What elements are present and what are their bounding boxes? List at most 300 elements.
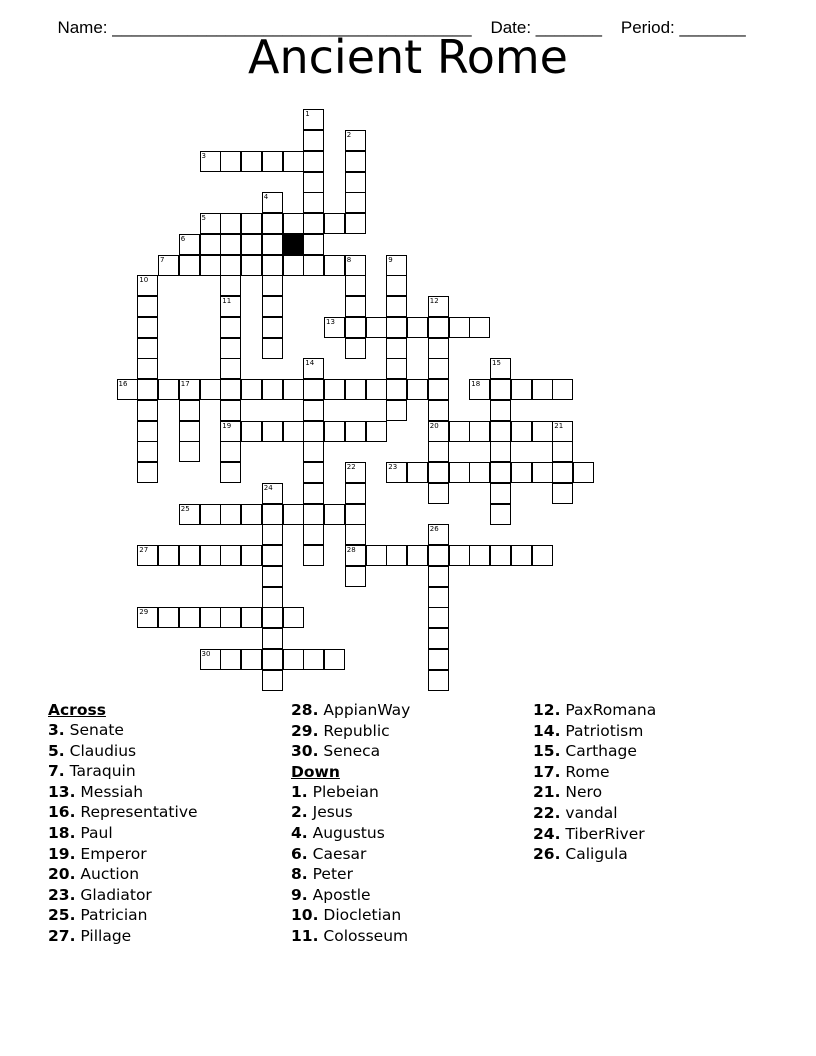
grid-cell[interactable] bbox=[200, 255, 221, 276]
grid-cell[interactable] bbox=[303, 545, 324, 566]
grid-cell[interactable] bbox=[303, 504, 324, 525]
grid-cell[interactable] bbox=[469, 421, 490, 442]
grid-cell[interactable] bbox=[366, 317, 387, 338]
grid-cell[interactable] bbox=[220, 441, 241, 462]
clue-item bbox=[48, 782, 198, 803]
grid-cell[interactable] bbox=[137, 296, 158, 317]
grid-cell[interactable] bbox=[345, 524, 366, 545]
clue-item bbox=[533, 824, 656, 845]
clue-item bbox=[291, 802, 410, 823]
grid-cell[interactable] bbox=[490, 462, 511, 483]
grid-cell[interactable] bbox=[324, 255, 345, 276]
grid-cell[interactable] bbox=[552, 483, 573, 504]
clue-heading: Across bbox=[48, 701, 106, 719]
grid-cell[interactable] bbox=[428, 649, 449, 670]
clue-answer: Seneca bbox=[323, 742, 381, 761]
clue-item bbox=[533, 741, 656, 762]
grid-cell[interactable] bbox=[241, 607, 262, 628]
grid-cell[interactable] bbox=[262, 317, 283, 338]
grid-cell[interactable] bbox=[179, 255, 200, 276]
clue-answer: Patrician bbox=[80, 906, 148, 925]
grid-cell[interactable] bbox=[220, 234, 241, 255]
clue-answer: Caligula bbox=[565, 845, 628, 864]
grid-cell[interactable] bbox=[428, 670, 449, 691]
grid-cell[interactable] bbox=[262, 670, 283, 691]
grid-cell[interactable] bbox=[386, 358, 407, 379]
cell-number: 27 bbox=[139, 546, 149, 554]
grid-cell[interactable] bbox=[220, 317, 241, 338]
grid-cell[interactable] bbox=[137, 462, 158, 483]
grid-cell[interactable] bbox=[241, 379, 262, 400]
grid-cell[interactable] bbox=[345, 421, 366, 442]
clue-answer: Rome bbox=[565, 762, 610, 781]
clue-answer: Diocletian bbox=[323, 906, 402, 925]
grid-cell[interactable] bbox=[386, 400, 407, 421]
grid-cell[interactable] bbox=[324, 421, 345, 442]
grid-cell[interactable] bbox=[490, 400, 511, 421]
clue-answer: Apostle bbox=[312, 885, 371, 904]
grid-cell[interactable] bbox=[220, 545, 241, 566]
cell-number: 6 bbox=[180, 234, 186, 243]
grid-cell[interactable] bbox=[303, 483, 324, 504]
grid-cell[interactable] bbox=[345, 296, 366, 317]
grid-cell[interactable] bbox=[345, 151, 366, 172]
grid-cell[interactable] bbox=[449, 545, 470, 566]
grid-cell[interactable] bbox=[324, 213, 345, 234]
clue-answer: Messiah bbox=[80, 782, 144, 801]
clue-number: 11. bbox=[291, 926, 319, 945]
clue-answer: Nero bbox=[565, 783, 603, 802]
clue-answer: Patriotism bbox=[565, 721, 644, 740]
clue-number: 10. bbox=[291, 906, 319, 925]
grid-cell[interactable] bbox=[532, 421, 553, 442]
clue-item bbox=[291, 700, 410, 721]
grid-cell[interactable] bbox=[303, 524, 324, 545]
clue-number: 4. bbox=[291, 823, 308, 842]
clue-number: 23. bbox=[48, 885, 76, 904]
clue-item bbox=[291, 885, 410, 906]
grid-cell[interactable] bbox=[490, 483, 511, 504]
grid-cell[interactable] bbox=[220, 649, 241, 670]
grid-cell[interactable] bbox=[241, 504, 262, 525]
grid-cell[interactable] bbox=[386, 275, 407, 296]
clue-number: 8. bbox=[291, 865, 308, 884]
period-field[interactable]: Period: _______ bbox=[620, 18, 746, 37]
grid-cell[interactable] bbox=[241, 213, 262, 234]
cell-number: 14 bbox=[305, 359, 315, 368]
grid-cell[interactable] bbox=[283, 213, 304, 234]
cell-number: 25 bbox=[180, 504, 190, 513]
cell-number: 21 bbox=[554, 421, 564, 430]
grid-cell[interactable] bbox=[407, 462, 428, 483]
clue-item bbox=[48, 741, 198, 762]
clue-item bbox=[48, 761, 198, 782]
clue-number: 21. bbox=[533, 783, 561, 802]
clue-answer: Plebeian bbox=[312, 782, 379, 801]
grid-cell[interactable] bbox=[220, 358, 241, 379]
clue-number: 15. bbox=[533, 742, 561, 761]
grid-cell[interactable] bbox=[428, 483, 449, 504]
clue-item bbox=[291, 782, 410, 803]
clue-number: 2. bbox=[291, 803, 308, 822]
grid-cell[interactable] bbox=[552, 462, 573, 483]
grid-cell[interactable] bbox=[262, 338, 283, 359]
grid-cell[interactable] bbox=[345, 275, 366, 296]
clue-answer: PaxRomana bbox=[565, 701, 657, 719]
grid-cell[interactable] bbox=[386, 379, 407, 400]
grid-cell[interactable] bbox=[262, 504, 283, 525]
grid-cell[interactable] bbox=[511, 462, 532, 483]
cell-number: 26 bbox=[429, 525, 439, 534]
grid-cell[interactable] bbox=[158, 545, 179, 566]
grid-cell[interactable] bbox=[220, 607, 241, 628]
clue-column-1 bbox=[48, 700, 198, 947]
clue-item bbox=[291, 844, 410, 865]
cell-number: 17 bbox=[180, 380, 190, 388]
clue-answer: Carthage bbox=[565, 742, 637, 761]
clue-answer: Taraquin bbox=[69, 762, 136, 781]
grid-cell[interactable] bbox=[283, 607, 304, 628]
grid-cell[interactable] bbox=[179, 607, 200, 628]
grid-cell[interactable] bbox=[283, 151, 304, 172]
clue-number: 26. bbox=[533, 845, 561, 864]
grid-cell[interactable] bbox=[137, 358, 158, 379]
clue-answer: Peter bbox=[312, 865, 353, 884]
cell-number: 2 bbox=[346, 131, 352, 139]
grid-cell[interactable] bbox=[303, 172, 324, 193]
grid-cell[interactable] bbox=[137, 317, 158, 338]
grid-cell[interactable] bbox=[137, 379, 158, 400]
grid-cell[interactable] bbox=[241, 234, 262, 255]
grid-cell[interactable] bbox=[262, 628, 283, 649]
grid-cell[interactable] bbox=[262, 234, 283, 255]
grid-cell[interactable] bbox=[407, 545, 428, 566]
clue-item bbox=[291, 721, 410, 742]
cell-number: 24 bbox=[263, 483, 273, 492]
grid-cell[interactable] bbox=[303, 130, 324, 151]
clue-answer: Emperor bbox=[80, 844, 147, 863]
clue-column-3 bbox=[533, 700, 656, 865]
clue-item bbox=[48, 885, 198, 906]
grid-cell[interactable] bbox=[179, 545, 200, 566]
grid-cell[interactable] bbox=[303, 441, 324, 462]
clue-answer: Caesar bbox=[312, 844, 367, 863]
grid-cell[interactable] bbox=[200, 234, 221, 255]
grid-cell[interactable] bbox=[220, 338, 241, 359]
grid-cell[interactable] bbox=[366, 379, 387, 400]
grid-cell[interactable] bbox=[262, 255, 283, 276]
clue-item bbox=[291, 926, 410, 947]
clue-number: 25. bbox=[48, 906, 76, 925]
grid-cell[interactable] bbox=[283, 504, 304, 525]
grid-cell[interactable] bbox=[386, 338, 407, 359]
grid-cell[interactable] bbox=[303, 234, 324, 255]
grid-cell[interactable] bbox=[303, 649, 324, 670]
grid-cell[interactable] bbox=[262, 421, 283, 442]
cell-number: 9 bbox=[388, 255, 393, 264]
clue-column-2 bbox=[291, 700, 410, 947]
grid-cell[interactable] bbox=[241, 649, 262, 670]
clue-heading: Down bbox=[291, 762, 340, 781]
grid-cell[interactable] bbox=[407, 379, 428, 400]
clue-number: 20. bbox=[48, 865, 76, 884]
grid-cell[interactable] bbox=[345, 566, 366, 587]
grid-cell[interactable] bbox=[200, 379, 221, 400]
clue-number: 13. bbox=[48, 782, 76, 801]
grid-cell[interactable] bbox=[303, 192, 324, 213]
grid-cell[interactable] bbox=[241, 255, 262, 276]
grid-cell[interactable] bbox=[179, 421, 200, 442]
clue-item bbox=[291, 741, 410, 762]
cell-number: 30 bbox=[201, 649, 211, 658]
cell-number: 10 bbox=[139, 276, 149, 285]
grid-cell[interactable] bbox=[490, 421, 511, 442]
clue-answer: Representative bbox=[80, 803, 198, 822]
clue-item bbox=[48, 844, 198, 865]
clue-item bbox=[48, 864, 198, 885]
clue-number: 30. bbox=[291, 742, 319, 761]
grid-cell[interactable] bbox=[345, 338, 366, 359]
grid-cell[interactable] bbox=[532, 379, 553, 400]
cell-number: 7 bbox=[160, 255, 165, 264]
clue-item bbox=[48, 823, 198, 844]
clue-item bbox=[48, 720, 198, 741]
grid-cell[interactable] bbox=[345, 317, 366, 338]
cell-number: 19 bbox=[222, 421, 232, 430]
cell-number: 15 bbox=[492, 359, 501, 368]
clue-number: 22. bbox=[533, 803, 561, 822]
grid-cell[interactable] bbox=[262, 649, 283, 670]
clue-number: 14. bbox=[533, 721, 561, 740]
grid-cell[interactable] bbox=[511, 379, 532, 400]
grid-cell[interactable] bbox=[158, 379, 179, 400]
cell-number: 23 bbox=[388, 463, 398, 471]
grid-cell[interactable] bbox=[428, 379, 449, 400]
clue-answer: Gladiator bbox=[80, 885, 152, 904]
grid-cell[interactable] bbox=[179, 400, 200, 421]
clue-item bbox=[48, 926, 198, 947]
grid-cell[interactable] bbox=[386, 545, 407, 566]
grid-cell[interactable] bbox=[303, 421, 324, 442]
grid-cell[interactable] bbox=[345, 192, 366, 213]
cell-number: 20 bbox=[429, 421, 439, 430]
grid-cell[interactable] bbox=[137, 421, 158, 442]
grid-cell[interactable] bbox=[469, 545, 490, 566]
cell-number: 12 bbox=[429, 297, 439, 305]
grid-cell[interactable] bbox=[324, 504, 345, 525]
cell-number: 18 bbox=[471, 380, 481, 388]
clue-item bbox=[533, 803, 656, 824]
grid-cell[interactable] bbox=[137, 441, 158, 462]
grid-cell[interactable] bbox=[345, 379, 366, 400]
clue-number: 19. bbox=[48, 844, 76, 863]
grid-cell[interactable] bbox=[200, 545, 221, 566]
grid-cell[interactable] bbox=[428, 441, 449, 462]
grid-cell[interactable] bbox=[262, 545, 283, 566]
grid-cell[interactable] bbox=[303, 379, 324, 400]
clue-answer: Jesus bbox=[312, 803, 353, 822]
grid-cell[interactable] bbox=[262, 524, 283, 545]
clue-number: 27. bbox=[48, 926, 76, 945]
grid-cell[interactable] bbox=[386, 296, 407, 317]
clue-number: 24. bbox=[533, 824, 561, 843]
grid-cell[interactable] bbox=[324, 379, 345, 400]
clue-number: 16. bbox=[48, 803, 76, 822]
clue-answer: Republic bbox=[323, 721, 390, 740]
clue-number: 18. bbox=[48, 823, 76, 842]
grid-cell[interactable] bbox=[345, 483, 366, 504]
grid-cell[interactable] bbox=[428, 400, 449, 421]
grid-cell[interactable] bbox=[303, 462, 324, 483]
grid-cell[interactable] bbox=[428, 358, 449, 379]
date-field[interactable]: Date: _______ bbox=[490, 18, 602, 37]
cell-number: 13 bbox=[326, 317, 335, 326]
grid-cell[interactable] bbox=[428, 317, 449, 338]
grid-cell[interactable] bbox=[345, 213, 366, 234]
cell-number: 8 bbox=[346, 255, 352, 264]
grid-cell[interactable] bbox=[220, 379, 241, 400]
clue-number: 29. bbox=[291, 721, 319, 740]
grid-cell[interactable] bbox=[511, 545, 532, 566]
grid-cell[interactable] bbox=[345, 504, 366, 525]
clue-item bbox=[291, 823, 410, 844]
grid-cell[interactable] bbox=[407, 317, 428, 338]
grid-cell[interactable] bbox=[220, 275, 241, 296]
black-cell bbox=[283, 234, 304, 255]
clue-number: 1. bbox=[291, 782, 308, 801]
grid-cell[interactable] bbox=[241, 545, 262, 566]
clue-item bbox=[48, 802, 198, 823]
grid-cell[interactable] bbox=[490, 441, 511, 462]
grid-cell[interactable] bbox=[220, 213, 241, 234]
clue-answer: Pillage bbox=[80, 926, 132, 945]
grid-cell[interactable] bbox=[469, 462, 490, 483]
grid-cell[interactable] bbox=[428, 607, 449, 628]
cell-number: 22 bbox=[346, 463, 356, 471]
grid-cell[interactable] bbox=[532, 462, 553, 483]
grid-cell[interactable] bbox=[449, 317, 470, 338]
clue-item bbox=[533, 844, 656, 865]
grid-cell[interactable] bbox=[490, 379, 511, 400]
grid-cell[interactable] bbox=[137, 338, 158, 359]
cell-number: 29 bbox=[139, 608, 149, 617]
grid-cell[interactable] bbox=[200, 607, 221, 628]
clue-answer: TiberRiver bbox=[565, 824, 645, 843]
grid-cell[interactable] bbox=[552, 379, 573, 400]
cell-number: 28 bbox=[346, 546, 356, 554]
grid-cell[interactable] bbox=[428, 338, 449, 359]
clue-item bbox=[291, 864, 410, 885]
grid-cell[interactable] bbox=[449, 462, 470, 483]
grid-cell[interactable] bbox=[137, 400, 158, 421]
grid-cell[interactable] bbox=[428, 462, 449, 483]
clue-answer: vandal bbox=[565, 803, 618, 822]
cell-number: 5 bbox=[201, 214, 206, 222]
grid-cell[interactable] bbox=[303, 151, 324, 172]
grid-cell[interactable] bbox=[262, 213, 283, 234]
clue-number: 9. bbox=[291, 885, 308, 904]
grid-cell[interactable] bbox=[428, 628, 449, 649]
grid-cell[interactable] bbox=[469, 317, 490, 338]
clue-item bbox=[533, 700, 656, 721]
grid-cell[interactable] bbox=[573, 462, 594, 483]
grid-cell[interactable] bbox=[345, 172, 366, 193]
clue-item bbox=[48, 905, 198, 926]
grid-cell[interactable] bbox=[158, 607, 179, 628]
clue-number: 17. bbox=[533, 762, 561, 781]
grid-cell[interactable] bbox=[283, 421, 304, 442]
grid-cell[interactable] bbox=[303, 213, 324, 234]
clue-number: 3. bbox=[48, 721, 65, 739]
grid-cell[interactable] bbox=[200, 504, 221, 525]
grid-cell[interactable] bbox=[262, 275, 283, 296]
grid-cell[interactable] bbox=[283, 379, 304, 400]
grid-cell[interactable] bbox=[262, 607, 283, 628]
clue-number: 28. bbox=[291, 701, 319, 719]
grid-cell[interactable] bbox=[490, 545, 511, 566]
grid-cell[interactable] bbox=[552, 441, 573, 462]
grid-cell[interactable] bbox=[241, 151, 262, 172]
grid-cell[interactable] bbox=[220, 504, 241, 525]
clue-item bbox=[533, 721, 656, 742]
grid-cell[interactable] bbox=[262, 151, 283, 172]
grid-cell[interactable] bbox=[366, 421, 387, 442]
cell-number: 16 bbox=[118, 380, 128, 388]
grid-cell[interactable] bbox=[262, 379, 283, 400]
grid-cell[interactable] bbox=[179, 441, 200, 462]
grid-cell[interactable] bbox=[220, 255, 241, 276]
grid-cell[interactable] bbox=[428, 566, 449, 587]
grid-cell[interactable] bbox=[220, 462, 241, 483]
clue-answer: Augustus bbox=[312, 823, 385, 842]
cell-number: 11 bbox=[222, 297, 232, 305]
grid-cell[interactable] bbox=[262, 587, 283, 608]
grid-cell[interactable] bbox=[283, 255, 304, 276]
grid-cell[interactable] bbox=[303, 255, 324, 276]
grid-cell[interactable] bbox=[220, 400, 241, 421]
grid-cell[interactable] bbox=[283, 649, 304, 670]
grid-cell[interactable] bbox=[324, 649, 345, 670]
clue-number: 12. bbox=[533, 701, 561, 719]
clue-answer: Paul bbox=[80, 823, 113, 842]
clue-answer: Senate bbox=[69, 721, 124, 739]
grid-cell[interactable] bbox=[303, 400, 324, 421]
grid-cell[interactable] bbox=[241, 421, 262, 442]
clue-answer: Colosseum bbox=[323, 926, 409, 945]
grid-cell[interactable] bbox=[262, 566, 283, 587]
clue-answer: Claudius bbox=[69, 741, 137, 760]
grid-cell[interactable] bbox=[449, 421, 470, 442]
cell-number: 4 bbox=[263, 193, 269, 202]
grid-cell[interactable] bbox=[428, 545, 449, 566]
grid-cell[interactable] bbox=[220, 151, 241, 172]
grid-cell[interactable] bbox=[428, 587, 449, 608]
clue-answer: Auction bbox=[80, 865, 140, 884]
grid-cell[interactable] bbox=[386, 317, 407, 338]
grid-cell[interactable] bbox=[366, 545, 387, 566]
grid-cell[interactable] bbox=[511, 421, 532, 442]
clue-answer: AppianWay bbox=[323, 701, 411, 719]
clue-item bbox=[533, 762, 656, 783]
grid-cell[interactable] bbox=[490, 504, 511, 525]
cell-number: 3 bbox=[201, 151, 206, 160]
grid-cell[interactable] bbox=[262, 296, 283, 317]
clue-number: 7. bbox=[48, 762, 65, 781]
name-field[interactable]: Name: ______________________________________ bbox=[57, 18, 472, 37]
page-title: Ancient Rome bbox=[248, 30, 568, 84]
cell-number: 1 bbox=[305, 110, 310, 119]
grid-cell[interactable] bbox=[532, 545, 553, 566]
